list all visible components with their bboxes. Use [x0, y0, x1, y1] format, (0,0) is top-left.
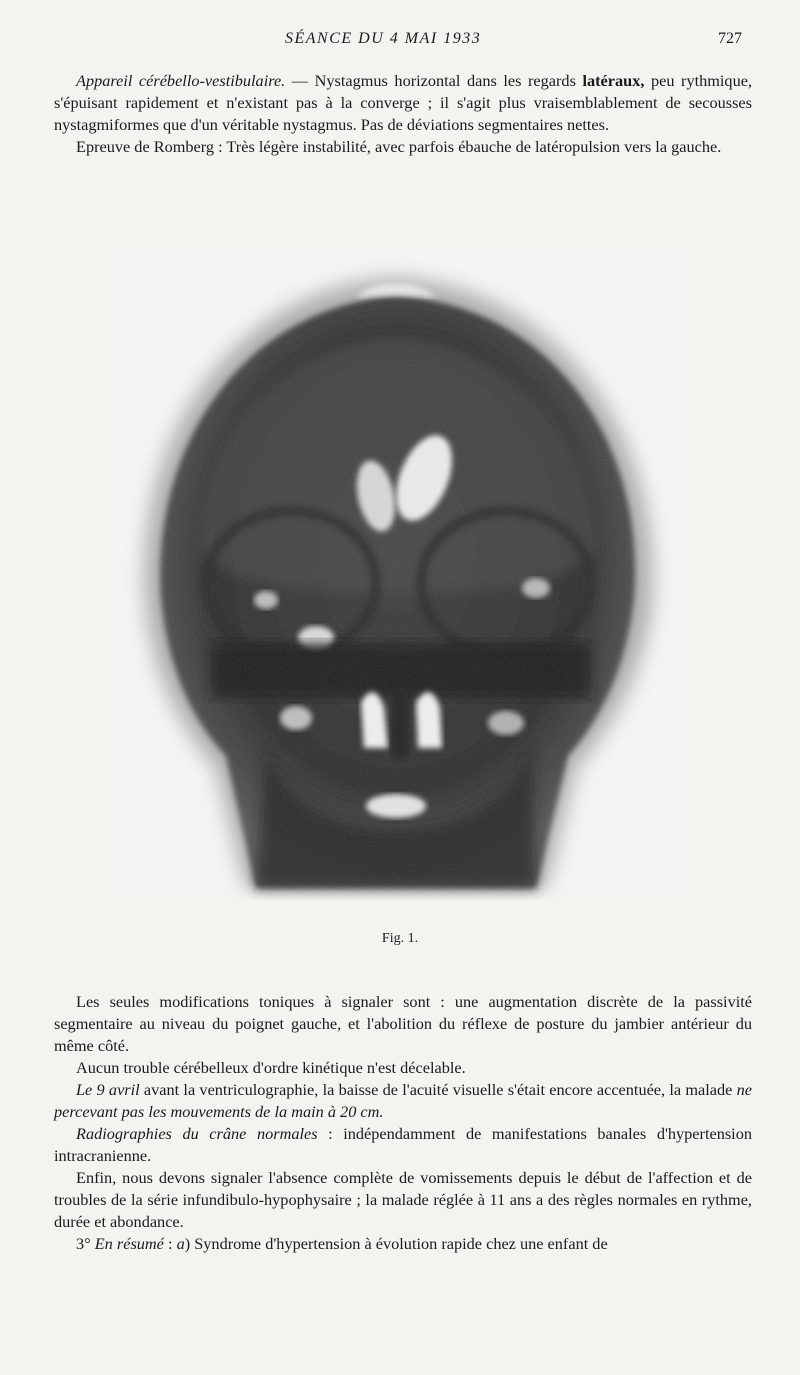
- section-lead: Appareil cérébello-vestibulaire.: [76, 71, 286, 90]
- list-marker: a: [176, 1234, 185, 1253]
- bottom-text: [54, 991, 752, 1255]
- paragraph-enfin: Enfin, nous devons signaler l'absence complète de vomissements depuis le début de l'affection et de troubles de la série infundibulo-hypophysaire ; la malade réglée à 11 ans a des règles normales en rythme, durée et abondance.: [54, 1168, 752, 1231]
- paragraph-9-avril: [54, 1079, 752, 1123]
- running-head: SÉANCE DU 4 MAI 1933: [285, 30, 482, 47]
- italic-phrase: En résumé: [94, 1234, 164, 1253]
- top-text: [54, 70, 752, 158]
- paragraph-text: : indépendamment de manifestations banales d'hypertension intracranienne.: [54, 1124, 752, 1165]
- paragraph-text: ) Syndrome d'hypertension à évolution rapide chez une enfant de: [184, 1234, 608, 1253]
- page-header: [0, 30, 800, 54]
- italic-phrase: ne percevant pas les mouvements de la main à 20 cm.: [54, 1080, 752, 1121]
- paragraph-trouble-cerebelleux: Aucun trouble cérébelleux d'ordre kinétique n'est décelable.: [76, 1058, 466, 1077]
- skull-xray-image: [106, 248, 690, 900]
- paragraph-text: avant la ventriculographie, la baisse de l'acuité visuelle s'était encore accentuée, la malade: [139, 1080, 737, 1099]
- paragraph-text: :: [163, 1234, 177, 1253]
- skull-radiograph-figure: [106, 248, 690, 900]
- paragraph-en-resume: [54, 1233, 752, 1255]
- paragraph-modifications-toniques: Les seules modifications toniques à signaler sont : une augmentation discrète de la passivité segmentaire au niveau du poignet gauche, et l'abolition du réflexe de posture du jambier antérieur du même côté.: [54, 992, 752, 1055]
- page-number: 727: [718, 30, 742, 47]
- bold-term: latéraux,: [582, 71, 645, 90]
- section-number: 3°: [76, 1234, 95, 1253]
- paragraph-cerebello-vestibulaire: [54, 70, 752, 136]
- paragraph-text: peu rythmique, s'épuisant rapidement et n'existant pas à la converge ; il s'agit plus vraisemblablement de secousses nystagmiformes que d'un véritable nystagmus. Pas de déviations segmentaires nettes.: [54, 71, 753, 134]
- date-italic: Le 9 avril: [76, 1080, 140, 1099]
- paragraph-text: — Nystagmus horizontal dans les regards: [285, 71, 583, 90]
- paragraph-radiographies: [54, 1123, 752, 1167]
- figure-caption: Fig. 1.: [381, 931, 419, 946]
- italic-phrase: Radiographies du crâne normales: [76, 1124, 318, 1143]
- paragraph-romberg: Epreuve de Romberg : Très légère instabilité, avec parfois ébauche de latéropulsion vers la gauche.: [76, 137, 722, 156]
